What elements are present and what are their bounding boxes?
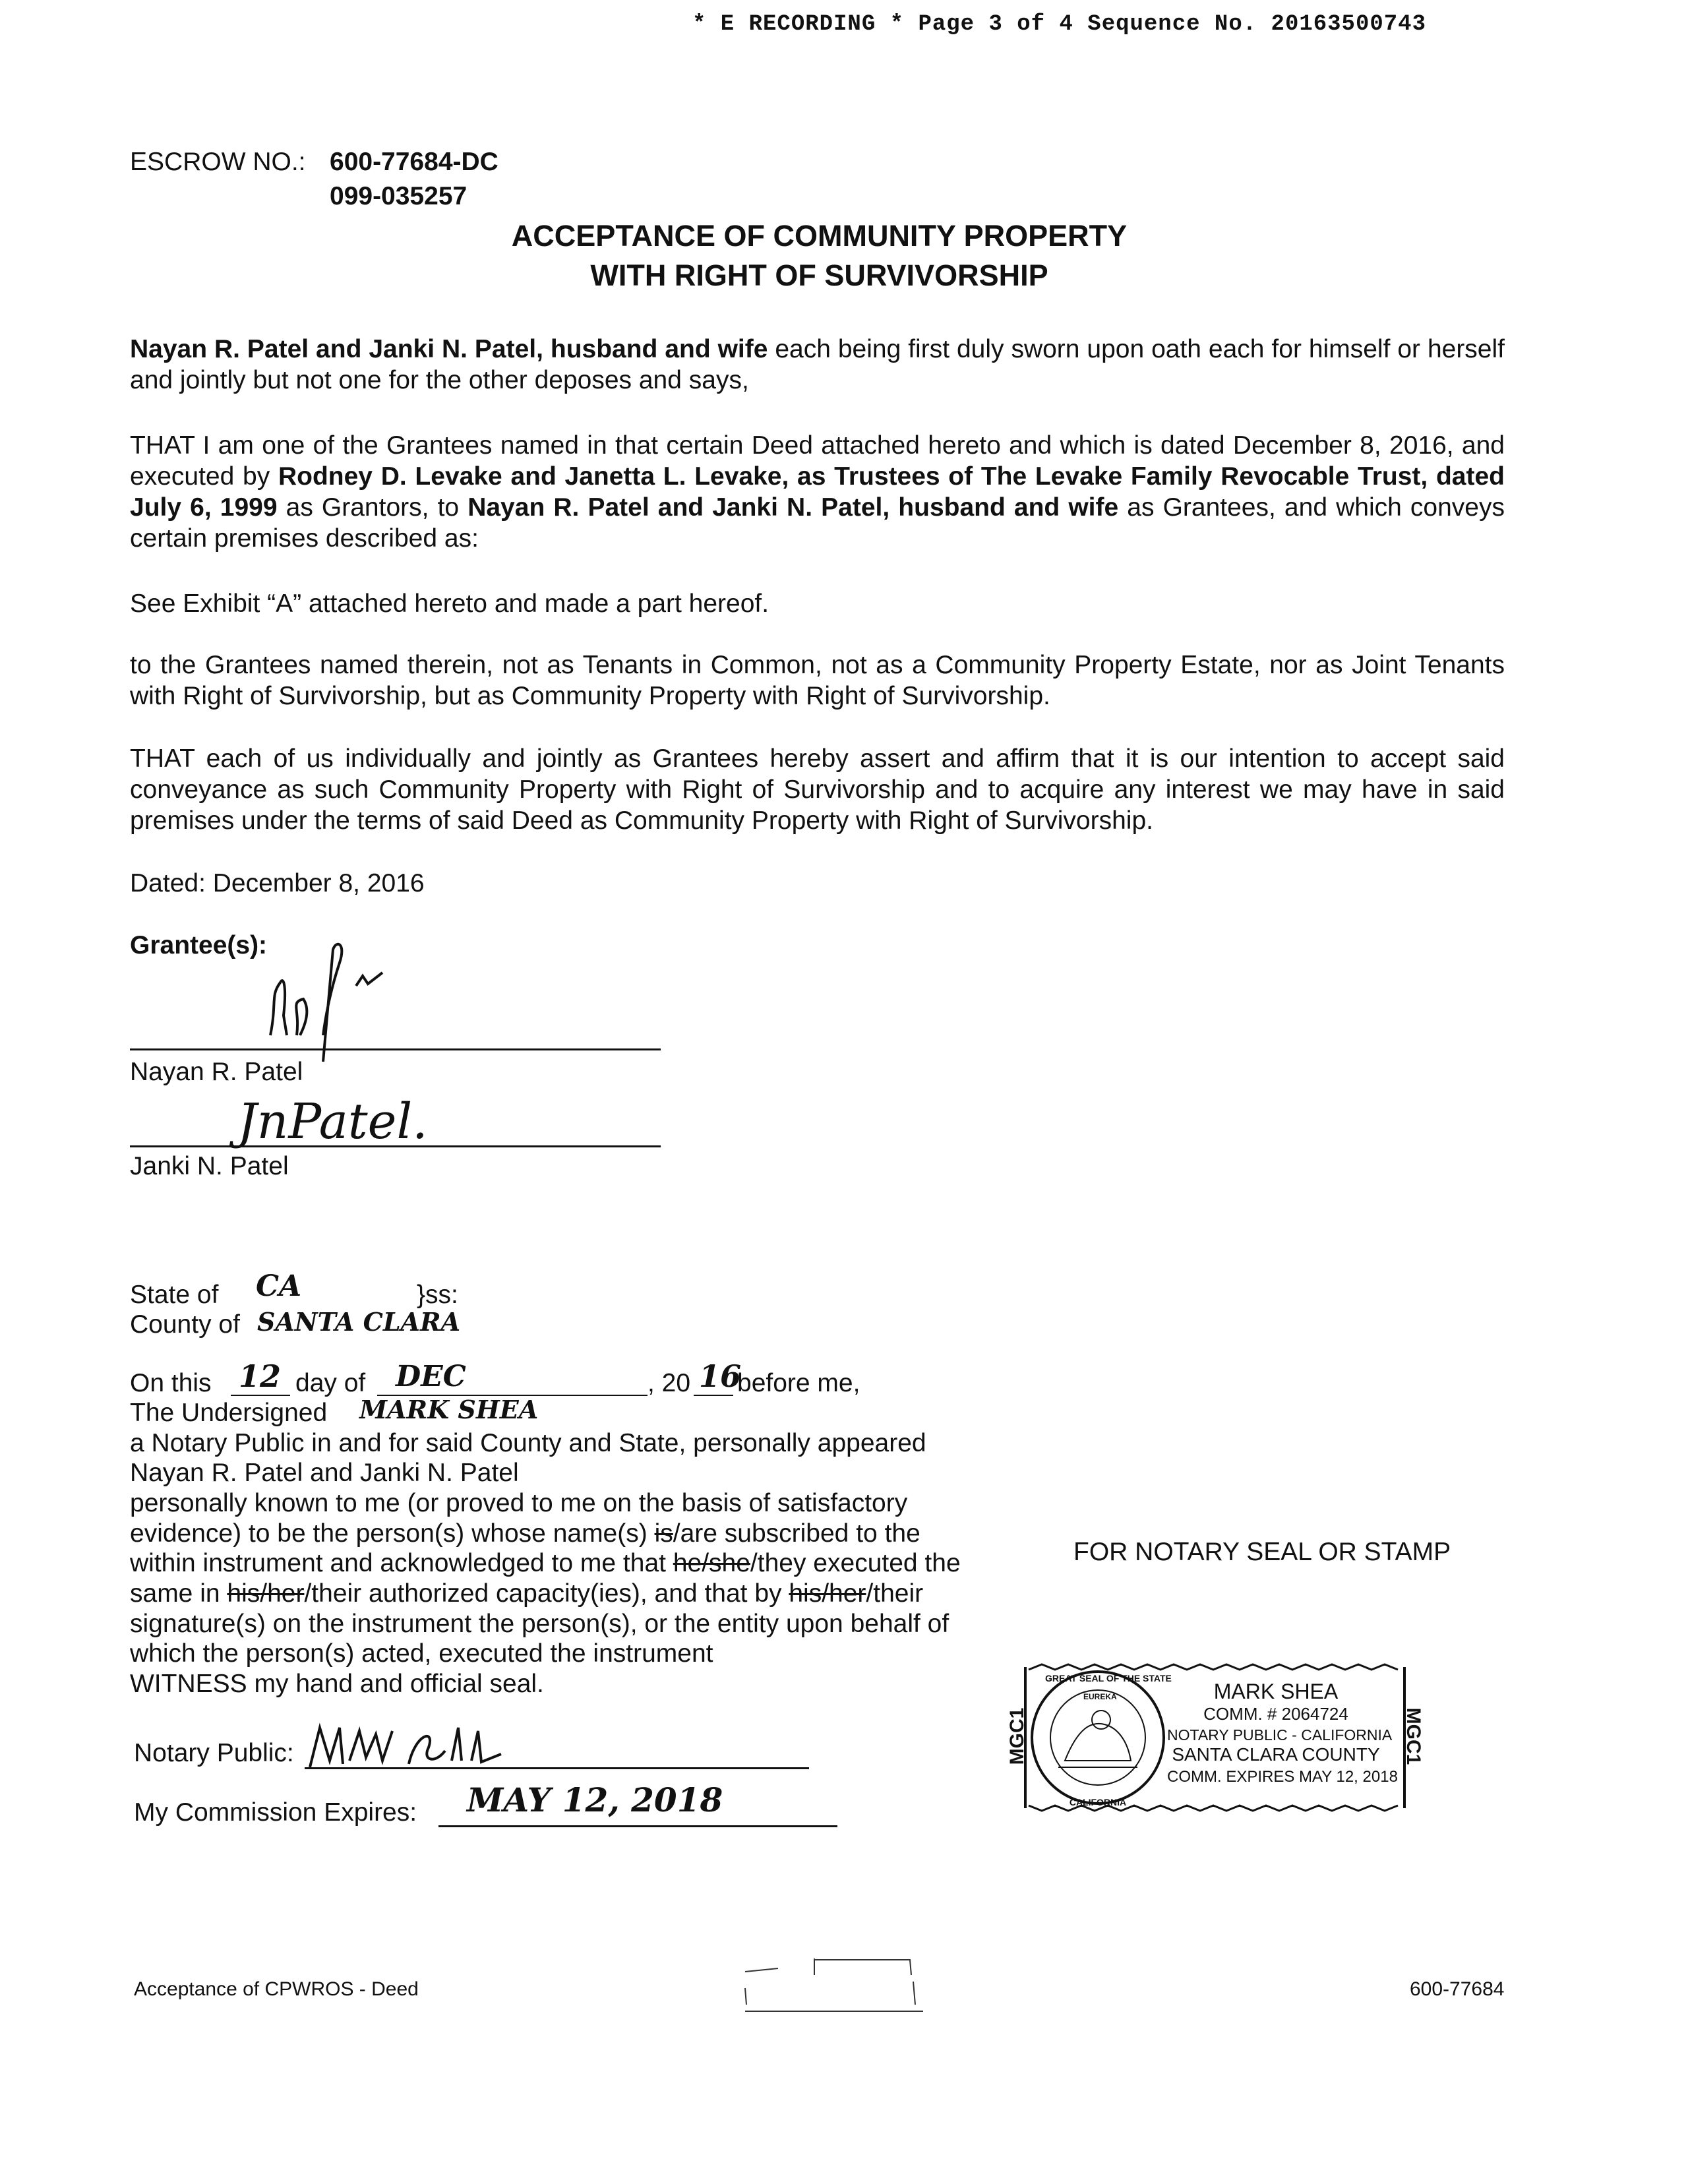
ack-line-8: [130, 1579, 923, 1608]
stamp-expiration: COMM. EXPIRES MAY 12, 2018: [1167, 1768, 1398, 1786]
paragraph-exhibit: See Exhibit “A” attached hereto and made a part hereof.: [130, 590, 769, 618]
document-title-line1: ACCEPTANCE OF COMMUNITY PROPERTY: [511, 219, 1128, 253]
stamp-notary-title: NOTARY PUBLIC - CALIFORNIA: [1167, 1726, 1393, 1744]
ack-year-line: [694, 1395, 733, 1396]
state-label: State of: [130, 1281, 219, 1309]
deed-text-a: THAT I am one of the Grantees named in that certain Deed attached hereto and which is dated December 8, 2016, and executed by: [130, 431, 1505, 491]
commission-expires-line: [438, 1825, 837, 1827]
affiants-names: Nayan R. Patel and Janki N. Patel, husband and wife: [130, 335, 768, 363]
deed-text-c: as Grantors, to: [277, 493, 468, 522]
ack-line-9: signature(s) on the instrument the person(s), or the entity upon behalf of: [130, 1610, 950, 1638]
grantors-names: Rodney D. Levake and Janetta L. Levake, as Trustees of The Levake Family Revocable Trust, dated July 6, 1999: [130, 462, 1505, 522]
undersigned-value: MARK SHEA: [359, 1395, 539, 1424]
notary-public-label: Notary Public:: [134, 1739, 294, 1767]
ack-line-5: personally known to me (or proved to me on the basis of satisfactory: [130, 1489, 908, 1517]
signature-line-1: [130, 1048, 661, 1050]
stamp-county: SANTA CLARA COUNTY: [1172, 1744, 1380, 1765]
ack-line-3: a Notary Public in and for said County and State, personally appeared: [130, 1429, 926, 1457]
grantees-names: Nayan R. Patel and Janki N. Patel, husband and wife: [467, 493, 1119, 522]
ack-line-6-strike: is: [654, 1519, 673, 1548]
on-this-label: On this: [130, 1369, 212, 1397]
ack-line-7-strike: he/she: [673, 1549, 750, 1577]
ack-year-value: 16: [699, 1358, 742, 1394]
recording-header: * E RECORDING * Page 3 of 4 Sequence No. 20163500743: [692, 12, 1426, 37]
escrow-number-primary: 600-77684-DC: [330, 148, 498, 176]
ack-day-line: [231, 1395, 290, 1396]
grantee-name-2: Janki N. Patel: [130, 1152, 289, 1180]
ack-line-8-strike-2: his/her: [789, 1579, 866, 1608]
day-of-label: day of: [295, 1369, 366, 1397]
ack-line-7: [130, 1548, 961, 1578]
before-me-label: before me,: [737, 1369, 860, 1397]
ack-day-value: 12: [239, 1358, 282, 1394]
stamp-commission-number: COMM. # 2064724: [1203, 1704, 1348, 1724]
notary-stamp: [1006, 1662, 1424, 1813]
ack-line-8-a: same in: [130, 1579, 227, 1608]
signature-janki-patel: JnPatel.: [237, 1093, 428, 1150]
ack-line-6-b: /are subscribed to the: [673, 1519, 920, 1548]
commission-expires-label: My Commission Expires:: [134, 1798, 417, 1827]
stamp-side-code-left: MGC1: [1006, 1707, 1028, 1765]
grantees-heading: Grantee(s):: [130, 931, 268, 959]
affiants-text: each being first duly sworn upon oath each for himself or herself and jointly but not one for the other deposes and says,: [130, 335, 1505, 394]
ack-line-6: [130, 1519, 920, 1548]
escrow-label: ESCROW NO.:: [130, 148, 306, 176]
notary-seal-caption: FOR NOTARY SEAL OR STAMP: [1073, 1538, 1451, 1566]
footer-document-name: Acceptance of CPWROS - Deed: [134, 1978, 419, 2000]
paragraph-tenancy: to the Grantees named therein, not as Tenants in Common, not as a Community Property Estate, nor as Joint Tenants with Right of Survivorship, but as Community Property with Right of Survivorship.: [130, 651, 1505, 710]
seal-ring-top: GREAT SEAL OF THE STATE: [1045, 1673, 1172, 1684]
seal-motto: EUREKA: [1083, 1692, 1117, 1701]
year-prefix: , 20: [648, 1369, 691, 1397]
ack-line-8-c: /their: [866, 1579, 924, 1608]
footer-file-number: 600-77684: [1410, 1978, 1505, 2000]
undersigned-label: The Undersigned: [130, 1399, 328, 1427]
signature-line-2: [130, 1145, 661, 1147]
venue-ss: }ss:: [417, 1281, 458, 1309]
footer-tab-mark: [738, 1952, 936, 2018]
dated-line: Dated: December 8, 2016: [130, 869, 425, 897]
paragraph-deed: [130, 430, 1505, 554]
ack-line-4: Nayan R. Patel and Janki N. Patel: [130, 1459, 519, 1487]
notary-signature: [303, 1714, 541, 1774]
deed-text-e: as Grantees, and which conveys certain premises described as:: [130, 493, 1505, 553]
ack-line-8-b: /their authorized capacity(ies), and that by: [304, 1579, 789, 1608]
seal-ring-bottom: CALIFORNIA: [1069, 1797, 1127, 1807]
commission-expires-value: MAY 12, 2018: [467, 1780, 723, 1819]
ack-line-7-a: within instrument and acknowledged to me that: [130, 1549, 673, 1577]
ack-line-8-strike-1: his/her: [227, 1579, 305, 1608]
ack-line-7-b: /they executed the: [750, 1549, 961, 1577]
stamp-side-code-right: MGC1: [1402, 1707, 1424, 1765]
ack-line-6-a: evidence) to be the person(s) whose name(s): [130, 1519, 655, 1548]
stamp-notary-name: MARK SHEA: [1213, 1680, 1339, 1703]
ack-line-11: WITNESS my hand and official seal.: [130, 1670, 544, 1698]
escrow-number-secondary: 099-035257: [330, 182, 467, 210]
county-value: SANTA CLARA: [257, 1307, 461, 1337]
ack-line-1: [130, 1368, 212, 1398]
paragraph-affirmation: THAT each of us individually and jointly as Grantees hereby assert and affirm that it is our intention to accept said conveyance as such Community Property with Right of Survivorship and to acquire any interest we may have in said premises under the terms of said Deed as Community Property with Right of Survivorship.: [130, 744, 1505, 835]
grantee-name-1: Nayan R. Patel: [130, 1058, 303, 1086]
document-title-line2: WITH RIGHT OF SURVIVORSHIP: [590, 258, 1048, 292]
county-label: County of: [130, 1310, 240, 1339]
ack-month-value: DEC: [396, 1360, 466, 1393]
ack-line-10: which the person(s) acted, executed the instrument: [130, 1639, 713, 1668]
notary-signature-line: [305, 1767, 809, 1769]
paragraph-affiants: [130, 334, 1505, 396]
state-value: CA: [256, 1269, 302, 1303]
